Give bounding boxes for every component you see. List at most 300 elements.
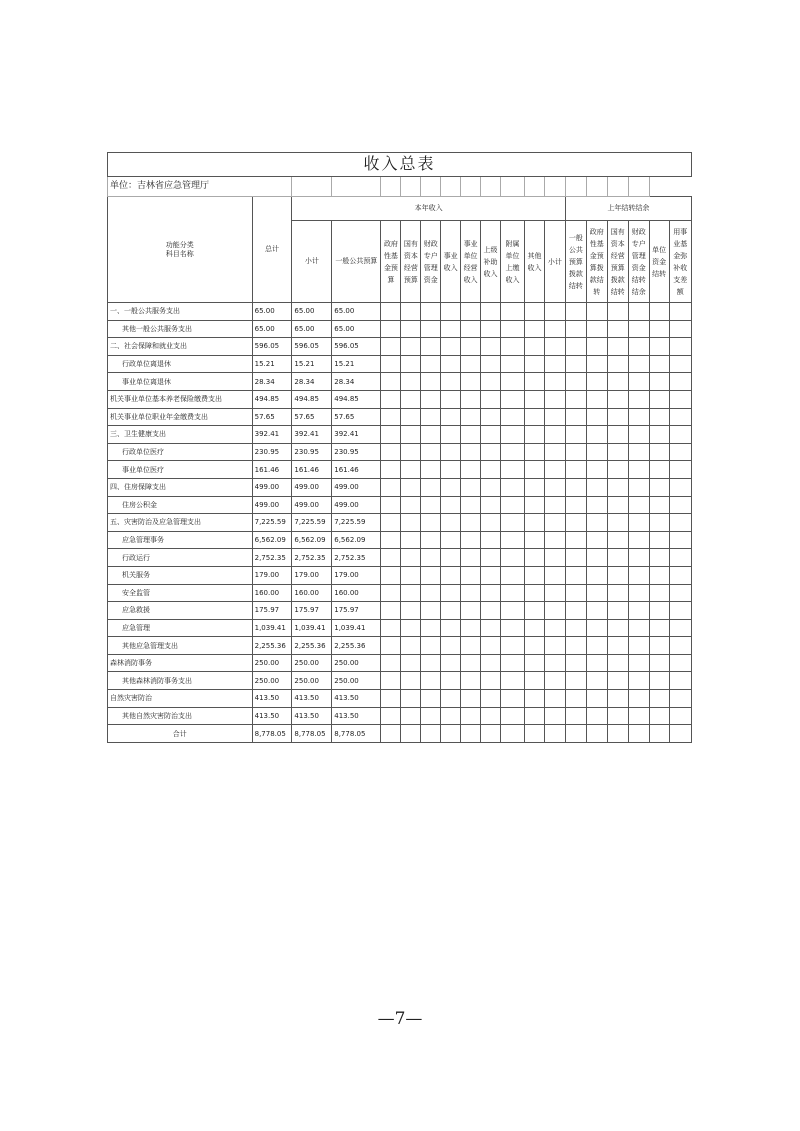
empty-cell xyxy=(461,478,481,496)
empty-cell xyxy=(481,725,501,743)
empty-cell xyxy=(461,707,481,725)
table-row xyxy=(108,390,692,408)
empty-cell xyxy=(421,320,441,338)
row-subtotal: 65.00 xyxy=(292,303,332,321)
table-row xyxy=(108,654,692,672)
empty-cell xyxy=(481,690,501,708)
empty-cell xyxy=(381,637,401,655)
empty-cell xyxy=(441,373,461,391)
empty-cell xyxy=(649,408,669,426)
empty-cell xyxy=(421,637,441,655)
empty-cell xyxy=(421,478,441,496)
empty-cell xyxy=(525,549,545,567)
empty-cell xyxy=(500,373,524,391)
empty-cell xyxy=(649,637,669,655)
empty-cell xyxy=(544,690,565,708)
empty-cell xyxy=(628,707,649,725)
empty-cell xyxy=(669,584,691,602)
row-subtotal: 15.21 xyxy=(292,355,332,373)
empty-cell xyxy=(461,443,481,461)
row-subtotal: 499.00 xyxy=(292,496,332,514)
empty-cell xyxy=(441,461,461,479)
row-name: 森林消防事务 xyxy=(108,654,253,672)
empty-cell xyxy=(544,373,565,391)
empty-cell xyxy=(401,549,421,567)
empty-cell xyxy=(586,496,607,514)
empty-cell xyxy=(381,390,401,408)
row-subtotal: 250.00 xyxy=(292,654,332,672)
empty-cell xyxy=(525,690,545,708)
empty-cell xyxy=(381,514,401,532)
empty-cell xyxy=(544,654,565,672)
empty-cell xyxy=(381,373,401,391)
row-name: 四、住房保障支出 xyxy=(108,478,253,496)
table-row xyxy=(108,514,692,532)
header-function-class: 功能分类 科目名称 xyxy=(108,197,253,303)
empty-cell xyxy=(461,531,481,549)
empty-cell xyxy=(461,390,481,408)
empty-cell xyxy=(565,303,586,321)
empty-cell xyxy=(421,426,441,444)
empty-cell xyxy=(607,531,628,549)
empty-cell xyxy=(525,303,545,321)
row-total: 161.46 xyxy=(252,461,292,479)
row-general: 2,752.35 xyxy=(332,549,381,567)
row-general: 7,225.59 xyxy=(332,514,381,532)
empty-cell xyxy=(481,443,501,461)
empty-cell xyxy=(669,373,691,391)
row-general: 392.41 xyxy=(332,426,381,444)
empty-cell xyxy=(441,408,461,426)
row-subtotal: 28.34 xyxy=(292,373,332,391)
row-total: 494.85 xyxy=(252,390,292,408)
empty-cell xyxy=(544,725,565,743)
empty-cell xyxy=(481,514,501,532)
empty-cell xyxy=(586,549,607,567)
empty-cell xyxy=(565,549,586,567)
empty-cell xyxy=(628,496,649,514)
header-prev-gov-fund: 政府 性基 金预 算拨 款结 转 xyxy=(586,221,607,303)
empty-cell xyxy=(441,303,461,321)
empty-cell xyxy=(481,654,501,672)
empty-cell xyxy=(481,707,501,725)
header-current-year: 本年收入 xyxy=(292,197,565,221)
empty-cell xyxy=(381,303,401,321)
empty-cell xyxy=(481,531,501,549)
empty-cell xyxy=(525,390,545,408)
header-business-unit-operating: 事业 单位 经营 收入 xyxy=(461,221,481,303)
empty-cell xyxy=(421,338,441,356)
empty-cell xyxy=(401,338,421,356)
empty-cell xyxy=(441,707,461,725)
empty-cell xyxy=(461,408,481,426)
empty-cell xyxy=(401,725,421,743)
empty-cell xyxy=(421,355,441,373)
table-row xyxy=(108,426,692,444)
empty-cell xyxy=(500,725,524,743)
empty-cell xyxy=(628,725,649,743)
empty-cell xyxy=(500,478,524,496)
empty-cell xyxy=(481,461,501,479)
empty-cell xyxy=(669,478,691,496)
empty-cell xyxy=(441,690,461,708)
empty-cell xyxy=(381,478,401,496)
empty-cell xyxy=(421,514,441,532)
row-name: 行政单位医疗 xyxy=(108,443,253,461)
empty-cell xyxy=(586,725,607,743)
empty-cell xyxy=(669,566,691,584)
empty-cell xyxy=(481,355,501,373)
empty-cell xyxy=(481,478,501,496)
table-row xyxy=(108,531,692,549)
empty-cell xyxy=(525,478,545,496)
empty-cell xyxy=(586,408,607,426)
empty-cell xyxy=(649,654,669,672)
row-name: 五、灾害防治及应急管理支出 xyxy=(108,514,253,532)
empty-cell xyxy=(628,672,649,690)
empty-cell xyxy=(441,654,461,672)
empty-cell xyxy=(525,725,545,743)
row-total: 230.95 xyxy=(252,443,292,461)
empty-cell xyxy=(565,478,586,496)
empty-cell xyxy=(461,672,481,690)
empty-cell xyxy=(669,725,691,743)
empty-cell xyxy=(607,390,628,408)
header-general-budget: 一般公共预算 xyxy=(332,221,381,303)
empty-cell xyxy=(401,355,421,373)
table-row xyxy=(108,408,692,426)
empty-cell xyxy=(669,426,691,444)
empty-cell xyxy=(544,707,565,725)
table-row xyxy=(108,584,692,602)
row-name: 三、卫生健康支出 xyxy=(108,426,253,444)
empty-cell xyxy=(525,584,545,602)
empty-cell xyxy=(401,303,421,321)
empty-cell xyxy=(565,566,586,584)
empty-cell xyxy=(421,303,441,321)
table-row xyxy=(108,672,692,690)
row-general: 8,778.05 xyxy=(332,725,381,743)
row-name: 一、一般公共服务支出 xyxy=(108,303,253,321)
empty-cell xyxy=(381,566,401,584)
empty-cell xyxy=(669,690,691,708)
table-row xyxy=(108,690,692,708)
row-general: 413.50 xyxy=(332,707,381,725)
empty-cell xyxy=(401,461,421,479)
empty-cell xyxy=(649,725,669,743)
empty-cell xyxy=(544,303,565,321)
empty-cell xyxy=(544,355,565,373)
empty-cell xyxy=(669,637,691,655)
empty-cell xyxy=(607,355,628,373)
row-name: 机关事业单位基本养老保险缴费支出 xyxy=(108,390,253,408)
empty-cell xyxy=(401,602,421,620)
empty-cell xyxy=(441,355,461,373)
empty-cell xyxy=(441,514,461,532)
empty-cell xyxy=(628,338,649,356)
row-name: 自然灾害防治 xyxy=(108,690,253,708)
empty-cell xyxy=(544,584,565,602)
empty-cell xyxy=(586,320,607,338)
empty-cell xyxy=(500,707,524,725)
table-row xyxy=(108,725,692,743)
row-total: 8,778.05 xyxy=(252,725,292,743)
page-number: —7— xyxy=(377,1009,423,1029)
empty-cell xyxy=(381,619,401,637)
empty-cell xyxy=(481,390,501,408)
empty-cell xyxy=(401,654,421,672)
empty-cell xyxy=(628,320,649,338)
empty-cell xyxy=(669,461,691,479)
row-total: 7,225.59 xyxy=(252,514,292,532)
empty-cell xyxy=(381,531,401,549)
empty-cell xyxy=(421,373,441,391)
table-row xyxy=(108,602,692,620)
empty-cell xyxy=(669,672,691,690)
empty-cell xyxy=(586,303,607,321)
empty-cell xyxy=(461,619,481,637)
empty-cell xyxy=(421,672,441,690)
empty-cell xyxy=(607,461,628,479)
empty-cell xyxy=(669,496,691,514)
empty-cell xyxy=(628,602,649,620)
empty-cell xyxy=(461,514,481,532)
empty-cell xyxy=(461,690,481,708)
empty-cell xyxy=(461,637,481,655)
empty-cell xyxy=(544,602,565,620)
empty-cell xyxy=(669,619,691,637)
row-subtotal: 2,255.36 xyxy=(292,637,332,655)
empty-cell xyxy=(500,672,524,690)
empty-cell xyxy=(628,408,649,426)
empty-cell xyxy=(525,602,545,620)
empty-cell xyxy=(565,426,586,444)
empty-cell xyxy=(421,531,441,549)
empty-cell xyxy=(461,725,481,743)
empty-cell xyxy=(649,426,669,444)
row-name: 应急管理 xyxy=(108,619,253,637)
empty-cell xyxy=(381,725,401,743)
header-business-income: 事业 收入 xyxy=(441,221,461,303)
empty-cell xyxy=(461,602,481,620)
empty-cell xyxy=(649,478,669,496)
empty-cell xyxy=(421,443,441,461)
empty-cell xyxy=(649,672,669,690)
empty-cell xyxy=(565,390,586,408)
row-total: 499.00 xyxy=(252,496,292,514)
empty-cell xyxy=(500,320,524,338)
empty-cell xyxy=(544,408,565,426)
empty-cell xyxy=(565,408,586,426)
empty-cell xyxy=(461,584,481,602)
empty-cell xyxy=(669,338,691,356)
row-total: 2,752.35 xyxy=(252,549,292,567)
empty-cell xyxy=(441,602,461,620)
row-general: 65.00 xyxy=(332,303,381,321)
empty-cell xyxy=(381,602,401,620)
empty-cell xyxy=(607,443,628,461)
empty-cell xyxy=(669,390,691,408)
row-general: 6,562.09 xyxy=(332,531,381,549)
empty-cell xyxy=(500,408,524,426)
empty-cell xyxy=(565,514,586,532)
empty-cell xyxy=(481,672,501,690)
empty-cell xyxy=(586,619,607,637)
row-name: 事业单位医疗 xyxy=(108,461,253,479)
header-prev-fiscal-special: 财政 专户 管理 资金 结转 结余 xyxy=(628,221,649,303)
empty-cell xyxy=(421,584,441,602)
empty-cell xyxy=(628,690,649,708)
row-total: 175.97 xyxy=(252,602,292,620)
empty-cell xyxy=(565,707,586,725)
empty-cell xyxy=(441,338,461,356)
empty-cell xyxy=(421,408,441,426)
empty-cell xyxy=(525,531,545,549)
empty-cell xyxy=(649,443,669,461)
empty-cell xyxy=(628,478,649,496)
empty-cell xyxy=(544,514,565,532)
empty-cell xyxy=(607,725,628,743)
empty-cell xyxy=(481,584,501,602)
empty-cell xyxy=(586,461,607,479)
row-general: 494.85 xyxy=(332,390,381,408)
empty-cell xyxy=(500,549,524,567)
empty-cell xyxy=(401,408,421,426)
empty-cell xyxy=(421,461,441,479)
row-total: 250.00 xyxy=(252,672,292,690)
row-general: 596.05 xyxy=(332,338,381,356)
empty-cell xyxy=(500,637,524,655)
empty-cell xyxy=(669,355,691,373)
empty-cell xyxy=(421,602,441,620)
empty-cell xyxy=(441,619,461,637)
empty-cell xyxy=(649,690,669,708)
header-superior-subsidy: 上级 补助 收入 xyxy=(481,221,501,303)
row-subtotal: 494.85 xyxy=(292,390,332,408)
table-row xyxy=(108,478,692,496)
empty-cell xyxy=(669,320,691,338)
header-total: 总计 xyxy=(252,197,292,303)
empty-cell xyxy=(607,478,628,496)
row-total: 179.00 xyxy=(252,566,292,584)
empty-cell xyxy=(441,637,461,655)
empty-cell xyxy=(421,707,441,725)
empty-cell xyxy=(421,619,441,637)
empty-cell xyxy=(649,320,669,338)
row-general: 499.00 xyxy=(332,496,381,514)
table-row xyxy=(108,461,692,479)
empty-cell xyxy=(525,672,545,690)
table-row xyxy=(108,707,692,725)
row-name: 安全监管 xyxy=(108,584,253,602)
empty-cell xyxy=(628,637,649,655)
row-subtotal: 499.00 xyxy=(292,478,332,496)
empty-cell xyxy=(441,496,461,514)
row-name: 合计 xyxy=(108,725,253,743)
row-total: 596.05 xyxy=(252,338,292,356)
empty-cell xyxy=(525,566,545,584)
empty-cell xyxy=(500,303,524,321)
row-name: 其他森林消防事务支出 xyxy=(108,672,253,690)
row-name: 住房公积金 xyxy=(108,496,253,514)
empty-cell xyxy=(669,654,691,672)
header-prev-state-capital: 国有 资本 经营 预算 拨款 结转 xyxy=(607,221,628,303)
empty-cell xyxy=(525,707,545,725)
row-total: 28.34 xyxy=(252,373,292,391)
empty-cell xyxy=(441,478,461,496)
empty-cell xyxy=(628,619,649,637)
empty-cell xyxy=(628,566,649,584)
empty-cell xyxy=(607,303,628,321)
table-body xyxy=(108,303,692,743)
empty-cell xyxy=(669,602,691,620)
empty-cell xyxy=(607,514,628,532)
empty-cell xyxy=(544,443,565,461)
empty-cell xyxy=(628,390,649,408)
empty-cell xyxy=(628,355,649,373)
empty-cell xyxy=(607,672,628,690)
empty-cell xyxy=(649,496,669,514)
header-subtotal: 小计 xyxy=(292,221,332,303)
row-name: 应急救援 xyxy=(108,602,253,620)
row-total: 413.50 xyxy=(252,707,292,725)
table-row xyxy=(108,355,692,373)
empty-cell xyxy=(381,443,401,461)
empty-cell xyxy=(586,338,607,356)
empty-cell xyxy=(628,514,649,532)
empty-cell xyxy=(649,355,669,373)
empty-cell xyxy=(669,549,691,567)
empty-cell xyxy=(565,338,586,356)
empty-cell xyxy=(607,426,628,444)
row-general: 250.00 xyxy=(332,672,381,690)
row-general: 179.00 xyxy=(332,566,381,584)
empty-cell xyxy=(421,690,441,708)
empty-cell xyxy=(649,549,669,567)
empty-cell xyxy=(381,426,401,444)
empty-cell xyxy=(649,584,669,602)
empty-cell xyxy=(628,461,649,479)
empty-cell xyxy=(544,619,565,637)
empty-cell xyxy=(586,426,607,444)
row-name: 机关事业单位职业年金缴费支出 xyxy=(108,408,253,426)
row-general: 1,039.41 xyxy=(332,619,381,637)
row-subtotal: 57.65 xyxy=(292,408,332,426)
empty-cell xyxy=(607,584,628,602)
table-title: 收入总表 xyxy=(108,153,692,177)
empty-cell xyxy=(649,707,669,725)
empty-cell xyxy=(481,619,501,637)
row-name: 其他一般公共服务支出 xyxy=(108,320,253,338)
empty-cell xyxy=(441,672,461,690)
empty-cell xyxy=(525,320,545,338)
empty-cell xyxy=(525,496,545,514)
empty-cell xyxy=(381,549,401,567)
empty-cell xyxy=(544,549,565,567)
row-subtotal: 175.97 xyxy=(292,602,332,620)
empty-cell xyxy=(461,461,481,479)
empty-cell xyxy=(441,320,461,338)
empty-cell xyxy=(421,566,441,584)
empty-cell xyxy=(401,584,421,602)
empty-cell xyxy=(381,355,401,373)
empty-cell xyxy=(500,338,524,356)
empty-cell xyxy=(401,690,421,708)
empty-cell xyxy=(607,619,628,637)
empty-cell xyxy=(525,654,545,672)
empty-cell xyxy=(669,514,691,532)
row-general: 175.97 xyxy=(332,602,381,620)
